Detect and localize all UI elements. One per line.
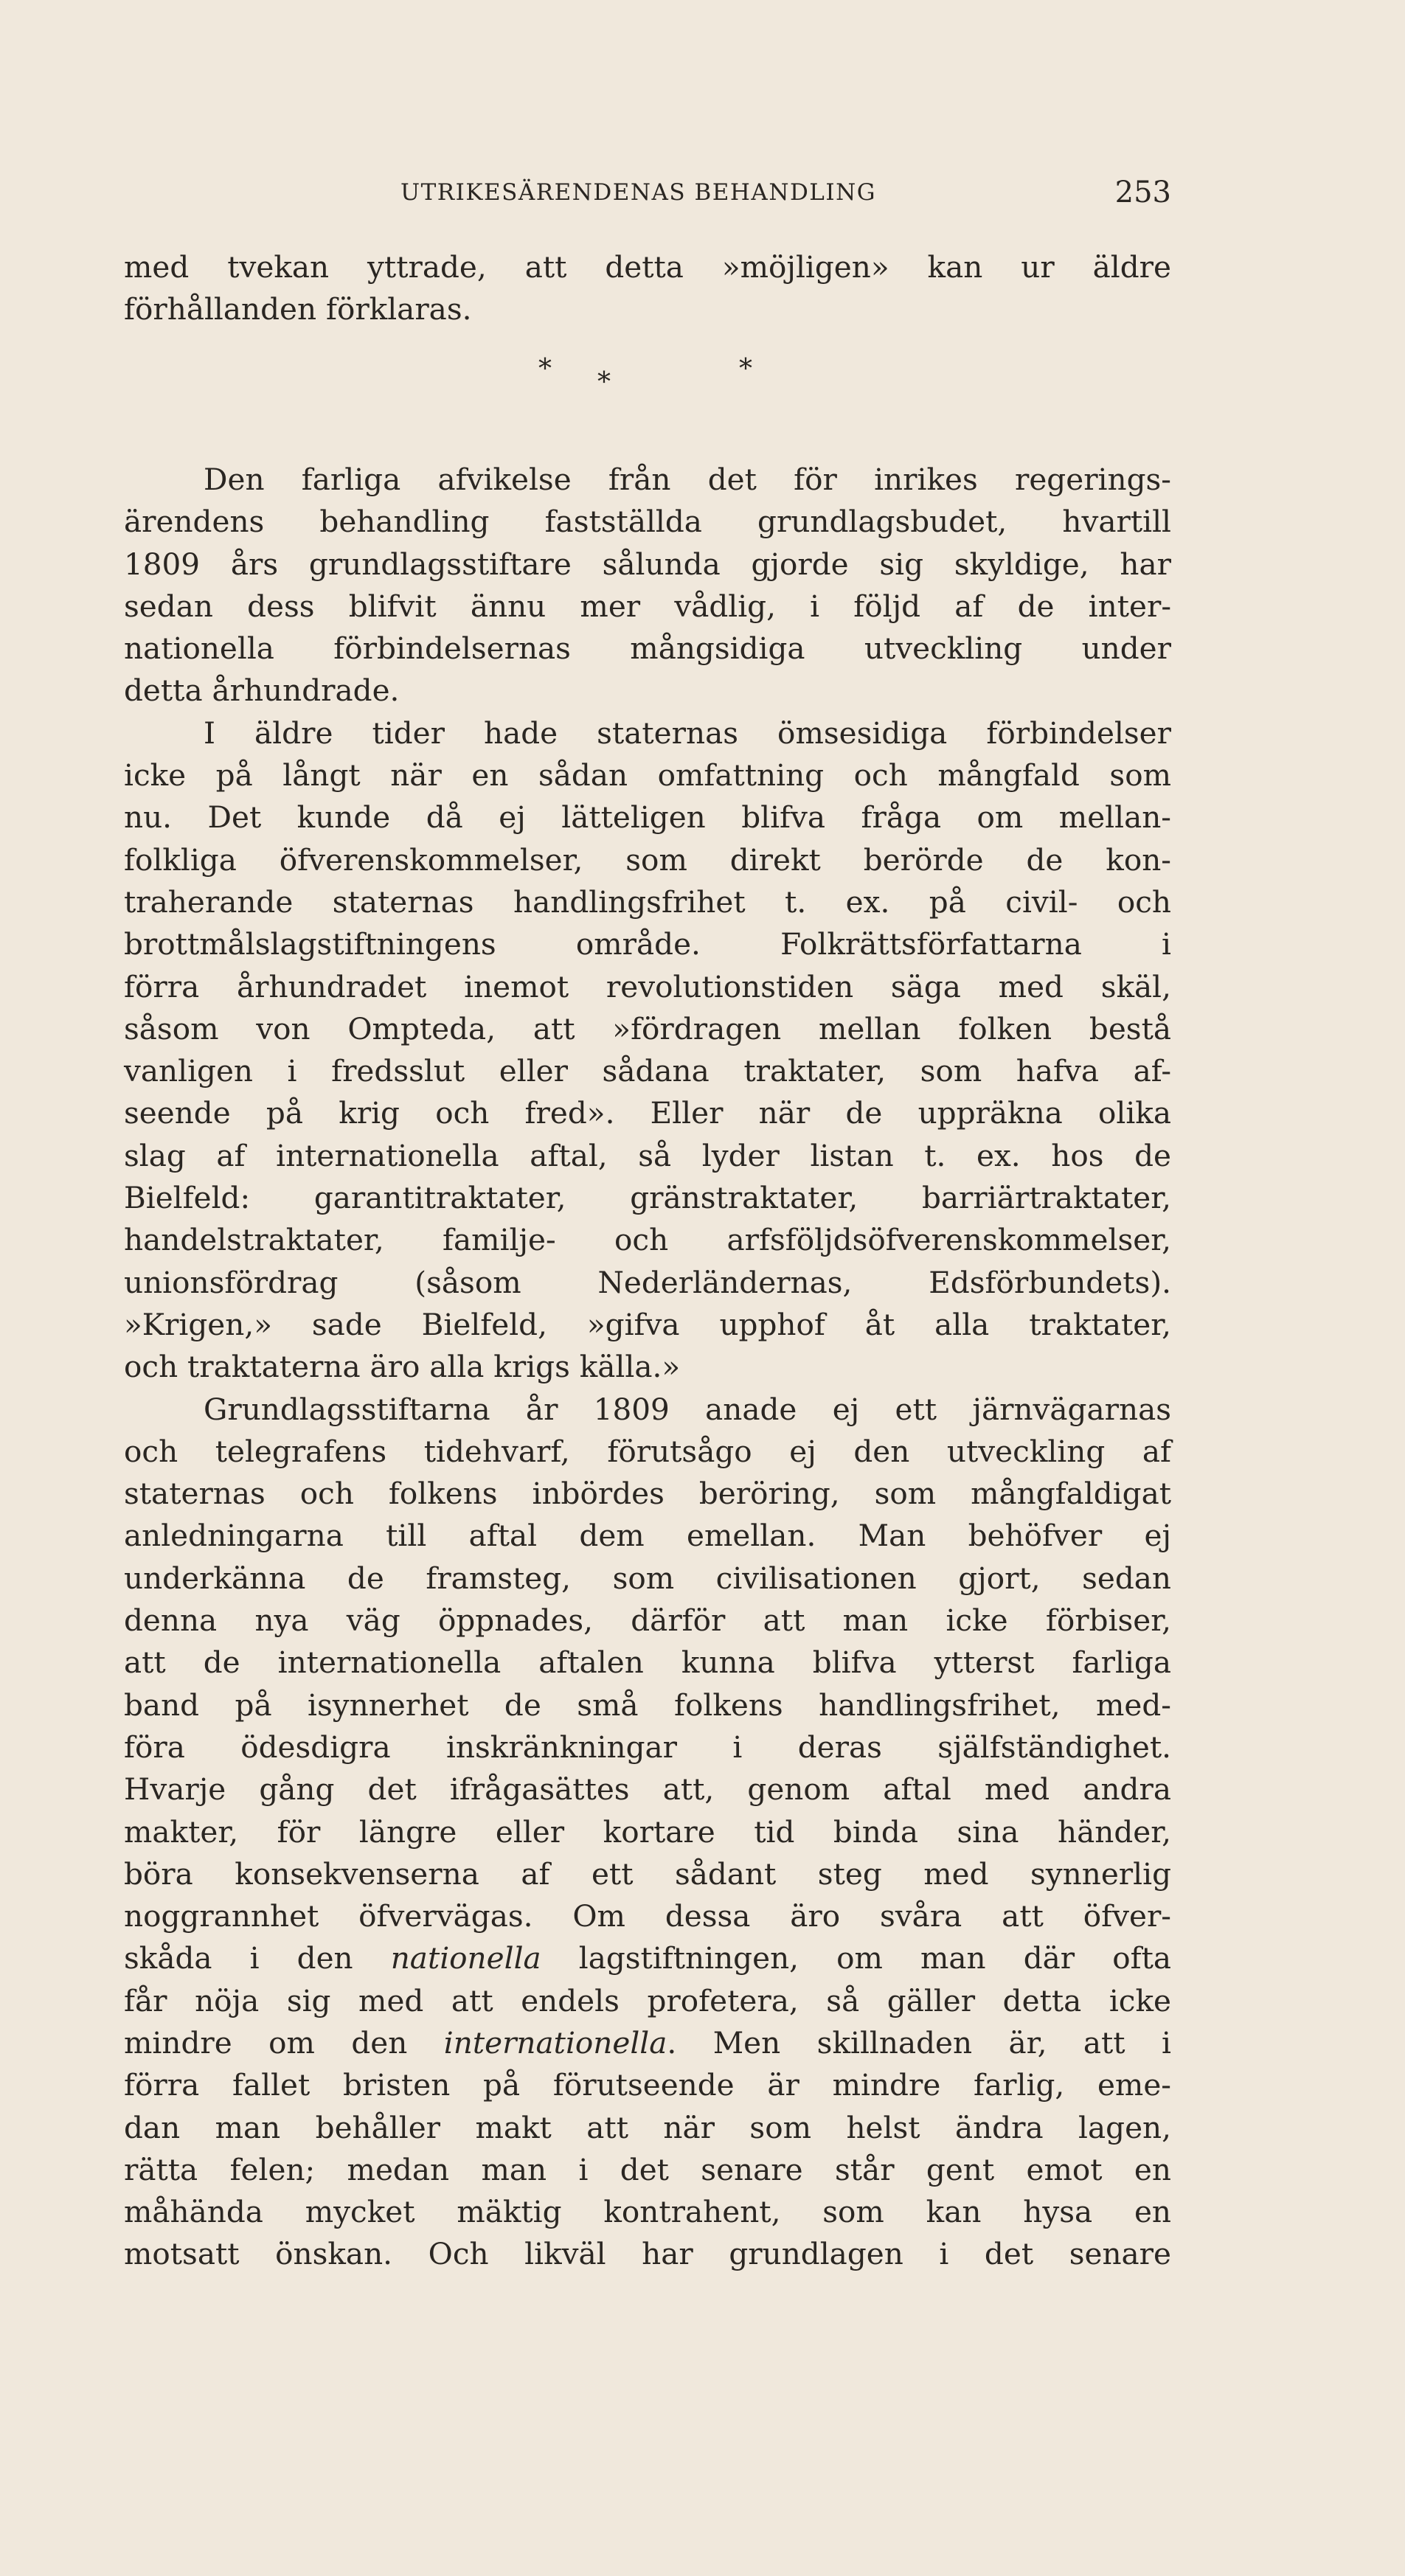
- text-segment: . Men skillnaden är, att i: [667, 2024, 1171, 2061]
- asterisk: *: [597, 367, 611, 397]
- text-line: slag af internationella aftal, så lyder listan t. ex. hos de: [124, 1137, 1171, 1173]
- text-line: »Krigen,» sade Bielfeld, »gifva upphof åt alla traktater,: [124, 1306, 1171, 1342]
- text-line: får nöja sig med att endels profetera, så gäller detta icke: [124, 1982, 1171, 2018]
- text-line: förra århundradet inemot revolutionstiden säga med skäl,: [124, 968, 1171, 1004]
- running-head: UTRIKESÄRENDENAS BEHANDLING: [400, 179, 877, 206]
- text-line: Den farliga afvikelse från det för inrikes regerings-: [204, 462, 1171, 497]
- text-line: denna nya väg öppnades, därför att man icke förbiser,: [124, 1603, 1171, 1639]
- italic-term: internationella: [443, 2024, 667, 2061]
- text-segment: mindre om den: [124, 2024, 444, 2061]
- text-line: rätta felen; medan man i det senare står gent emot en: [124, 2151, 1171, 2187]
- text-line: 1809 års grundlagsstiftare sålunda gjorde sig skyldige, har: [124, 546, 1171, 582]
- text-line: anledningarna till aftal dem emellan. Man behöfver ej: [124, 1518, 1171, 1554]
- text-line: nu. Det kunde då ej lätteligen blifva fråga om mellan-: [124, 799, 1171, 836]
- text-line: Grundlagsstiftarna år 1809 anade ej ett järnvägarnas: [204, 1391, 1171, 1427]
- page-number: 253: [1114, 176, 1171, 209]
- text-line: staternas och folkens inbördes beröring, som mångfaldigat: [124, 1476, 1171, 1512]
- text-line: icke på långt när en sådan omfattning och mångfald som: [124, 757, 1171, 794]
- text-line: och telegrafens tidehvarf, förutsågo ej den utveckling af: [124, 1433, 1171, 1469]
- text-line: sedan dess blifvit ännu mer vådlig, i följd af de inter-: [124, 588, 1171, 624]
- asterisk: *: [739, 354, 752, 384]
- text-line: att de internationella aftalen kunna blifva ytterst farliga: [124, 1645, 1171, 1681]
- text-line: [124, 1937, 1171, 1979]
- text-line: vanligen i fredsslut eller sådana traktater, som hafva af-: [124, 1053, 1171, 1089]
- text-line: noggrannhet öfvervägas. Om dessa äro svåra att öfver-: [124, 1898, 1171, 1934]
- italic-term: nationella: [390, 1940, 541, 1976]
- text-line: Hvarje gång det ifrågasättes att, genom aftal med andra: [124, 1771, 1171, 1808]
- text-line: I äldre tider hade staternas ömsesidiga förbindelser: [204, 715, 1171, 751]
- text-line: unionsfördrag (såsom Nederländernas, Edsförbundets).: [124, 1264, 1171, 1300]
- text-segment: skåda i den: [124, 1940, 391, 1976]
- section-separator: [124, 347, 1171, 398]
- text-line: detta århundrade.: [124, 673, 400, 709]
- page-header: [124, 174, 1171, 211]
- text-line: [124, 2022, 1171, 2064]
- text-line: motsatt önskan. Och likväl har grundlagen i det senare: [124, 2236, 1171, 2272]
- main-text: [124, 459, 1171, 2276]
- asterisk: *: [538, 354, 552, 384]
- text-line: makter, för längre eller kortare tid binda sina händer,: [124, 1813, 1171, 1850]
- text-line: underkänna de framsteg, som civilisationen gjort, sedan: [124, 1560, 1171, 1596]
- text-line: Bielfeld: garantitraktater, gränstraktater, barriärtraktater,: [124, 1180, 1171, 1216]
- text-line: såsom von Ompteda, att »fördragen mellan folken bestå: [124, 1010, 1171, 1046]
- text-line: brottmålslagstiftningens område. Folkrättsförfattarna i: [124, 926, 1171, 962]
- text-line: böra konsekvenserna af ett sådant steg med synnerlig: [124, 1855, 1171, 1892]
- intro-paragraph: [124, 246, 1171, 331]
- text-line: seende på krig och fred». Eller när de uppräkna olika: [124, 1095, 1171, 1131]
- text-line: förra fallet bristen på förutseende är mindre farlig, eme-: [124, 2067, 1171, 2103]
- text-line: föra ödesdigra inskränkningar i deras själfständighet.: [124, 1729, 1171, 1765]
- text-line: nationella förbindelsernas mångsidiga utveckling under: [124, 631, 1171, 667]
- text-line: ärendens behandling fastställda grundlagsbudet, hvartill: [124, 504, 1171, 540]
- text-line: folkliga öfverenskommelser, som direkt berörde de kon-: [124, 841, 1171, 878]
- text-line: måhända mycket mäktig kontrahent, som kan hysa en: [124, 2194, 1171, 2230]
- text-line: band på isynnerhet de små folkens handlingsfrihet, med-: [124, 1687, 1171, 1723]
- text-line: dan man behåller makt att när som helst ändra lagen,: [124, 2109, 1171, 2145]
- text-line: med tvekan yttrade, att detta »möjligen» kan ur äldre: [124, 249, 1171, 285]
- text-line: traherande staternas handlingsfrihet t. ex. på civil- och: [124, 883, 1171, 920]
- text-segment: lagstiftningen, om man där ofta: [541, 1940, 1171, 1976]
- text-line: och traktaterna äro alla krigs källa.»: [124, 1349, 681, 1385]
- text-line: förhållanden förklaras.: [124, 291, 472, 327]
- text-line: handelstraktater, familje- och arfsföljdsöfverenskommelser,: [124, 1222, 1171, 1258]
